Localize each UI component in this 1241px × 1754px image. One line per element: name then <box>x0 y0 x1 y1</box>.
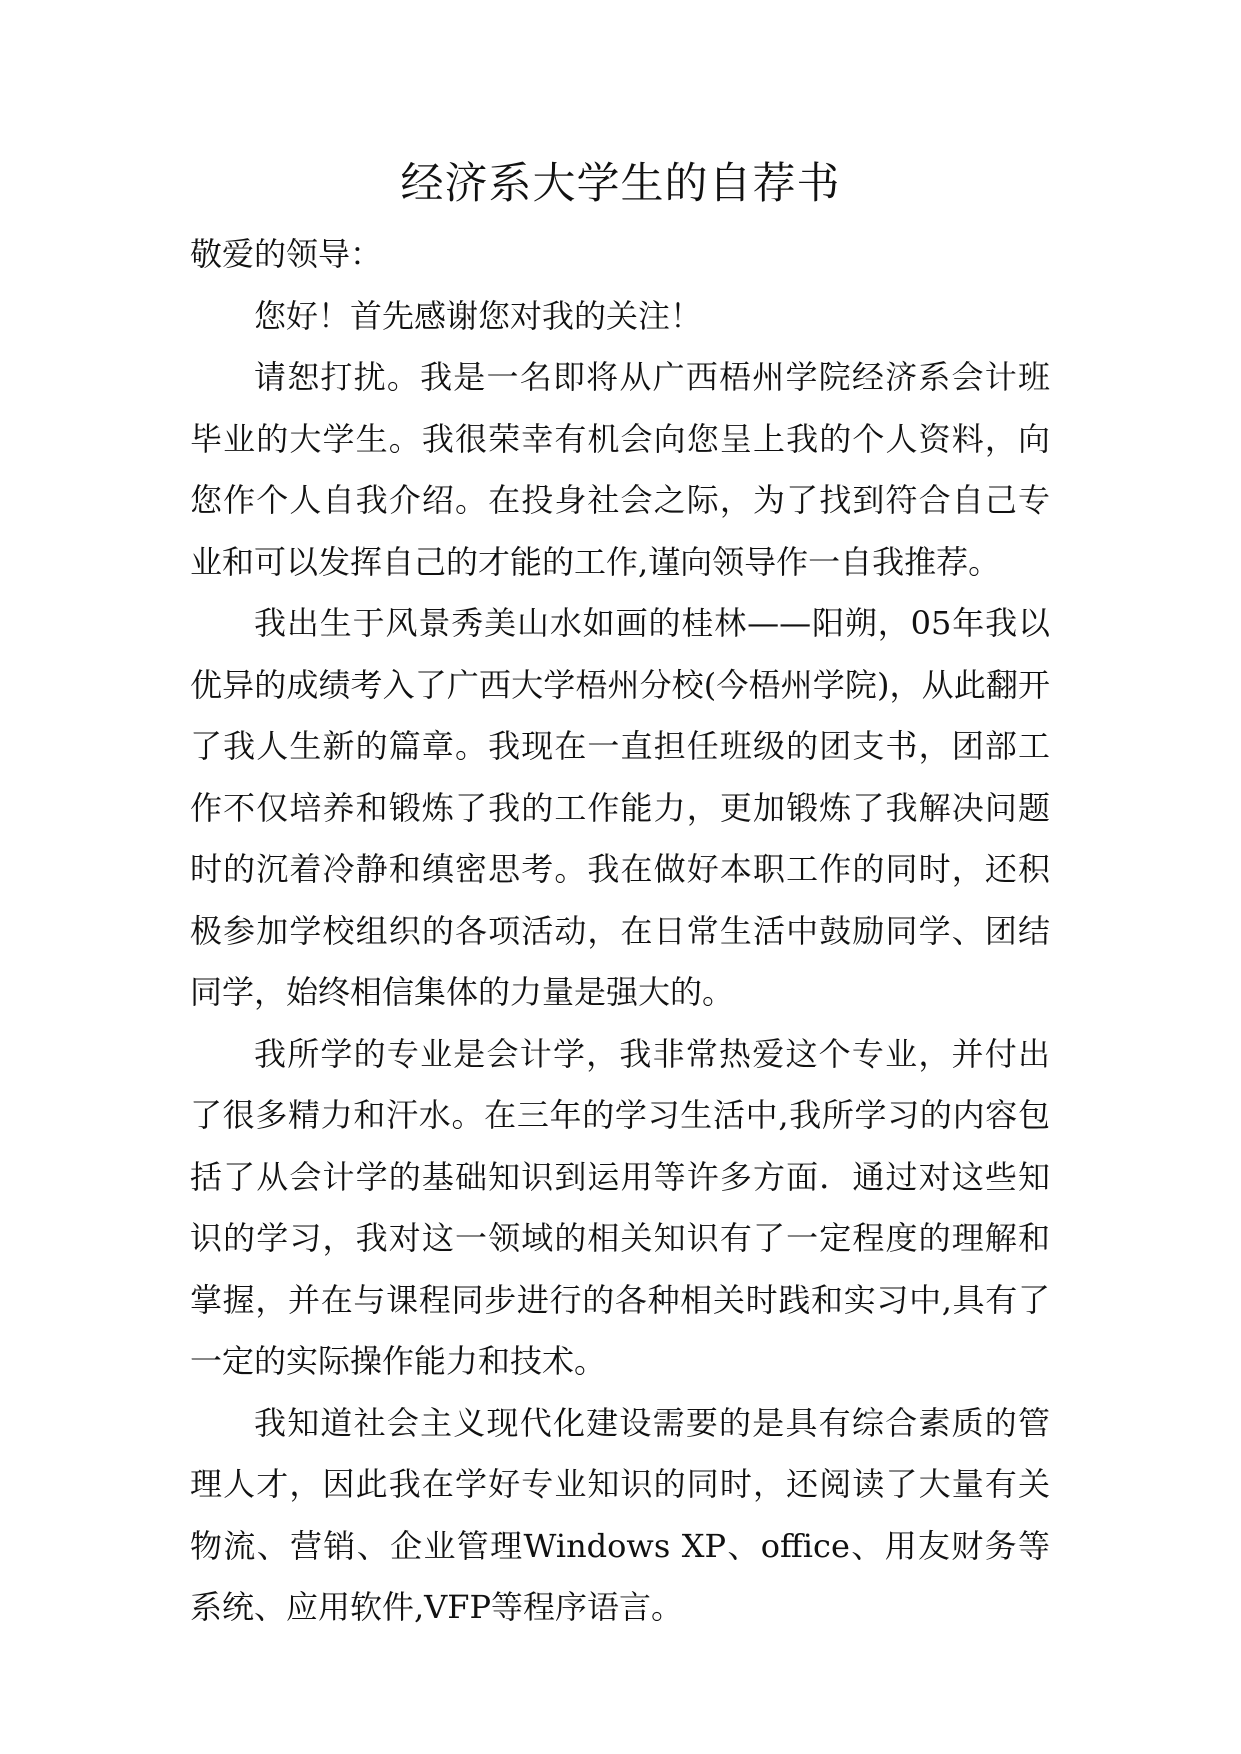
paragraph-greeting: 您好！首先感谢您对我的关注！ <box>254 296 703 335</box>
document-title: 经济系大学生的自荐书 <box>400 159 841 209</box>
paragraph-introduction: 请恕打扰。我是一名即将从广西梧州学院经济系会计班毕业的大学生。我很荣幸有机会向您呈上我的个人资料，向您作个人自我介绍。在投身社会之际，为了找到符合自己专业和可以发挥自己的才能的工作,谨向领导作一自我推荐。 <box>190 358 1050 581</box>
document-body <box>190 224 1050 1639</box>
paragraph-skills: 我知道社会主义现代化建设需要的是具有综合素质的管理人才，因此我在学好专业知识的同时，还阅读了大量有关物流、营销、企业管理Windows XP、office、用友财务等系统、应用软件,VFP等程序语言。 <box>190 1403 1050 1626</box>
paragraph-major: 我所学的专业是会计学，我非常热爱这个专业，并付出了很多精力和汗水。在三年的学习生活中,我所学习的内容包括了从会计学的基础知识到运用等许多方面．通过对这些知识的学习，我对这一领域的相关知识有了一定程度的理解和掌握，并在与课程同步进行的各种相关时践和实习中,具有了一定的实际操作能力和技术。 <box>190 1034 1050 1380</box>
salutation: 敬爱的领导： <box>190 235 383 273</box>
paragraph-background: 我出生于风景秀美山水如画的桂林——阳朔，05年我以优异的成绩考入了广西大学梧州分校(今梧州学院)，从此翻开了我人生新的篇章。我现在一直担任班级的团支书，团部工作不仅培养和锻炼了我的工作能力，更加锻炼了我解决问题时的沉着冷静和缜密思考。我在做好本职工作的同时，还积极参加学校组织的各项活动，在日常生活中鼓励同学、团结同学，始终相信集体的力量是强大的。 <box>190 604 1050 1011</box>
